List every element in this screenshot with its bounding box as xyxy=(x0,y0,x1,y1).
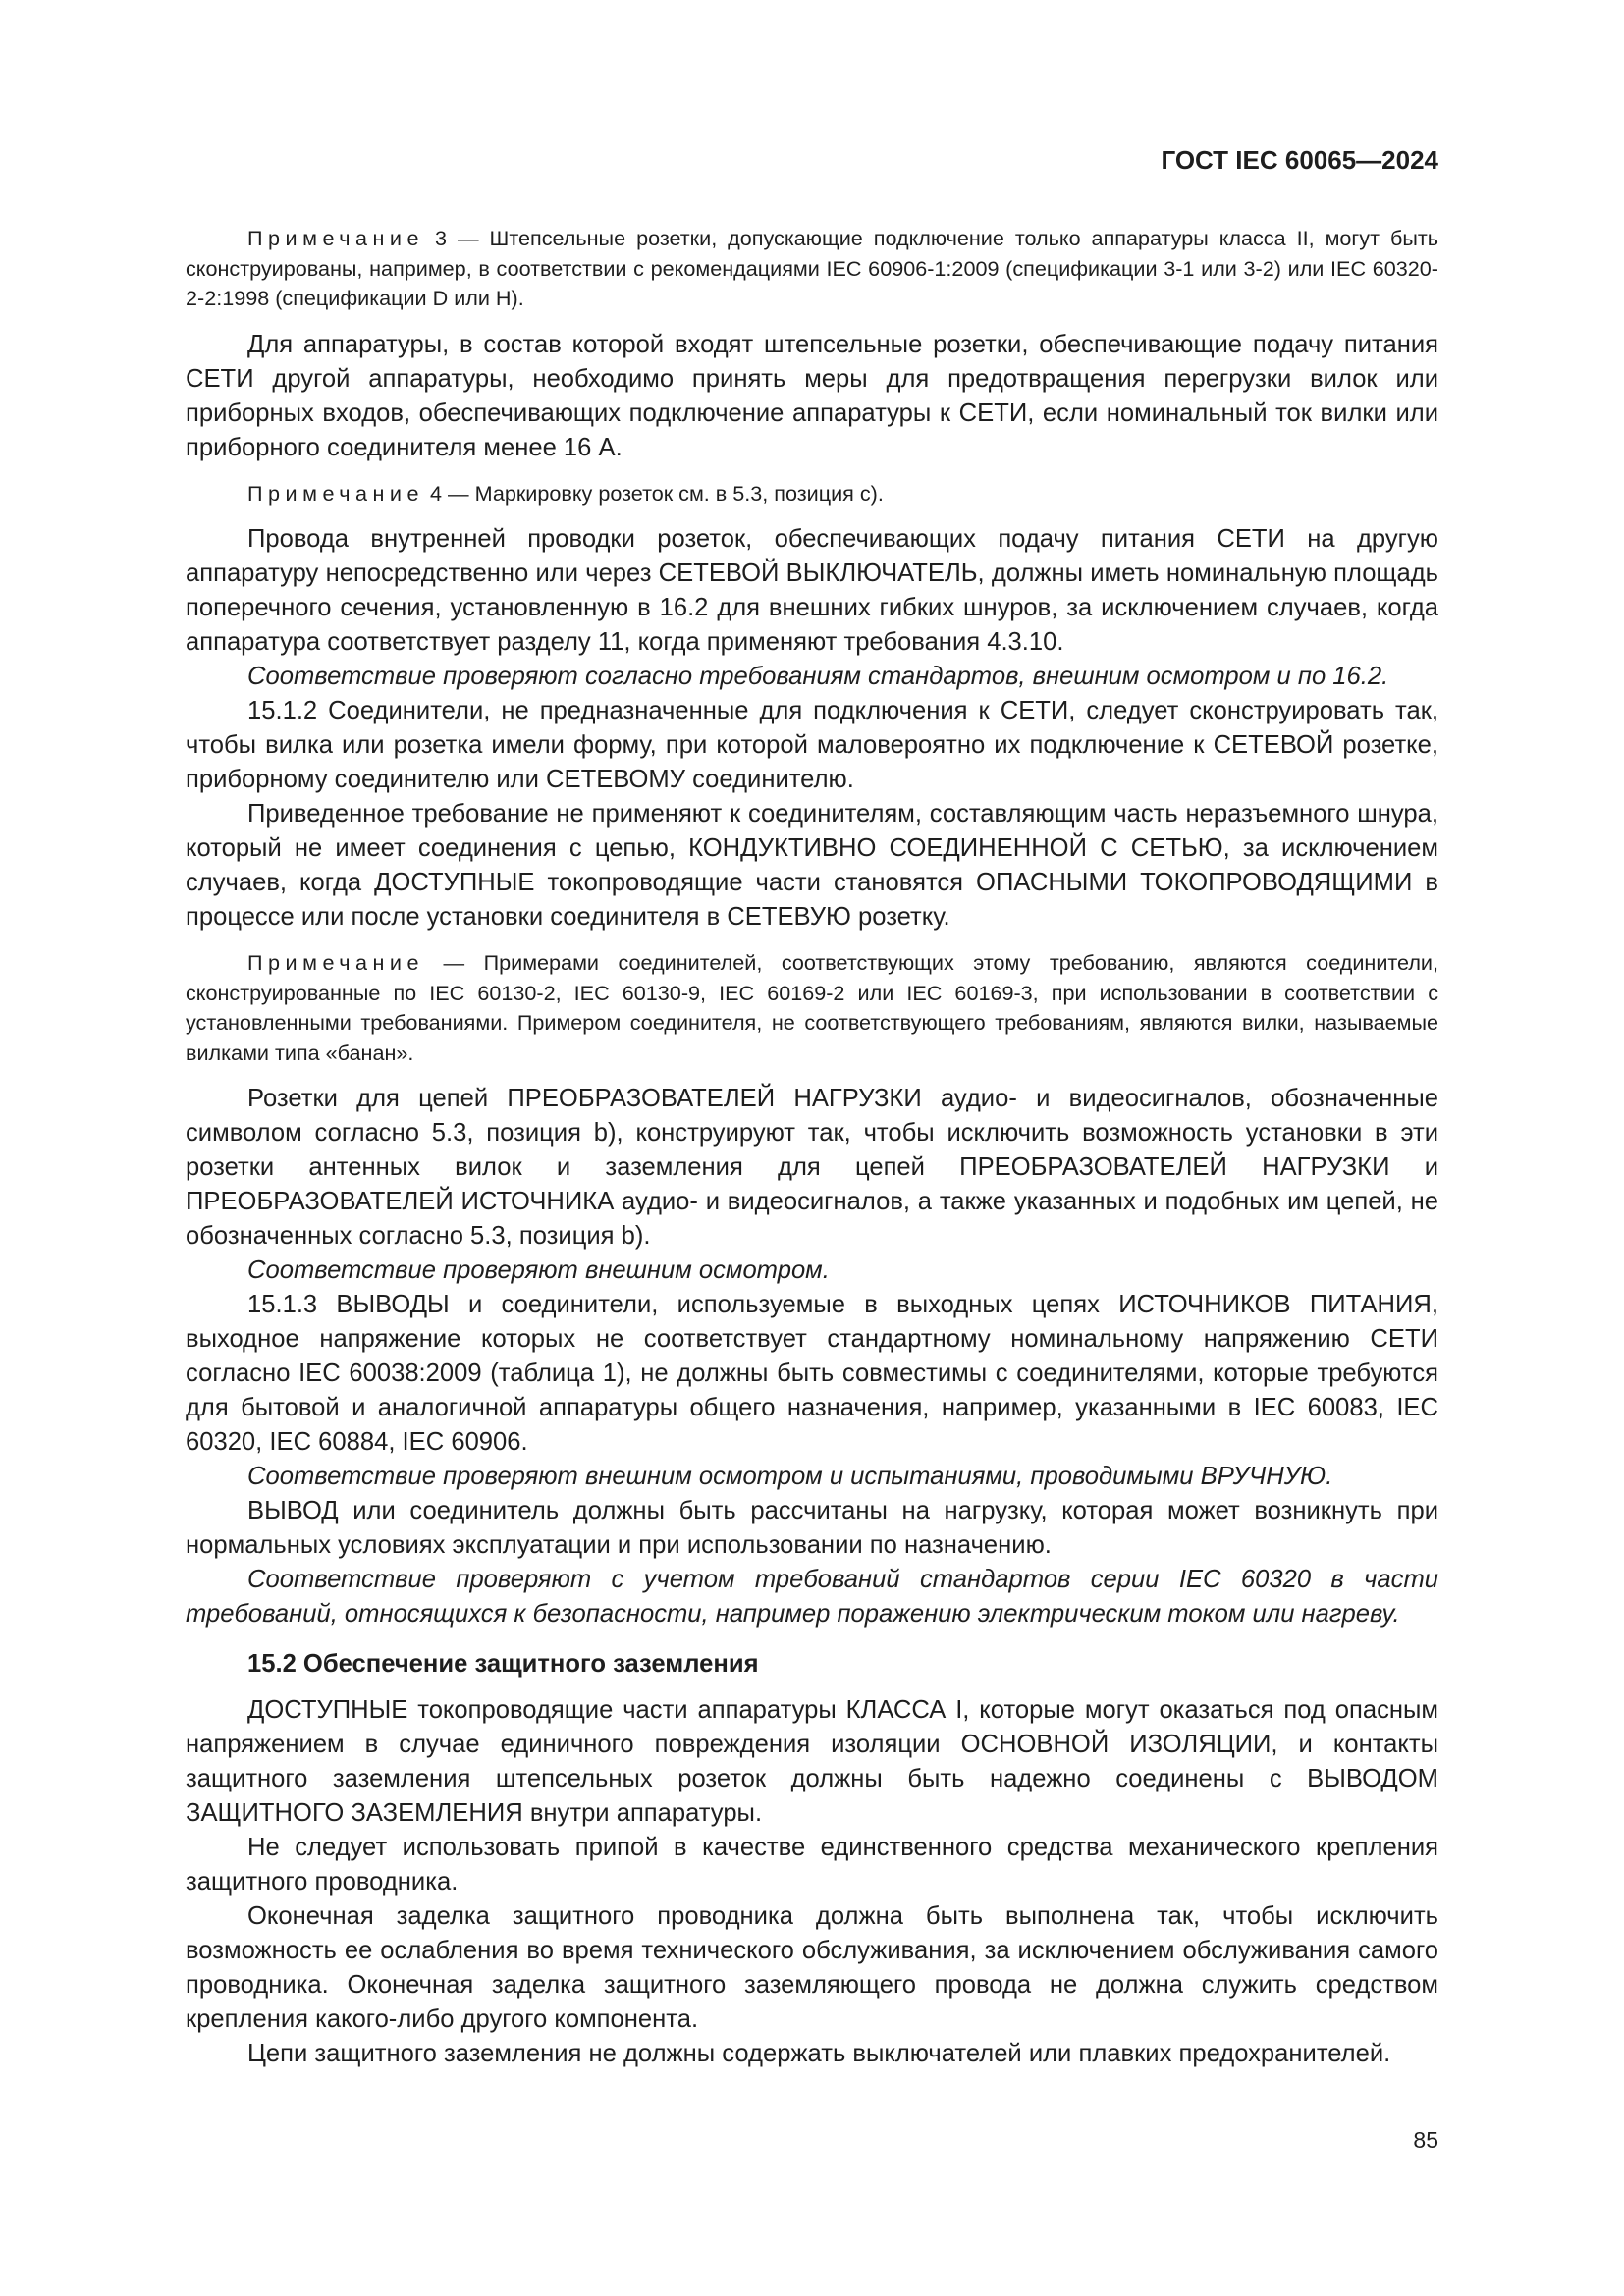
page-content xyxy=(186,224,1438,2071)
paragraph: Не следует использовать припой в качестве единственного средства механического крепления защитного проводника. xyxy=(186,1834,1438,1896)
paragraph: ДОСТУПНЫЕ токопроводящие части аппаратуры КЛАССА I, которые могут оказаться под опасным напряжением в случае единичного повреждения изоляции ОСНОВНОЙ ИЗОЛЯЦИИ, и контакты защитного заземления штепсельных розеток должны быть надежно соединены с ВЫВОДОМ ЗАЩИТНОГО ЗАЗЕМЛЕНИЯ внутри аппаратуры. xyxy=(186,1696,1438,1827)
paragraph: Розетки для цепей ПРЕОБРАЗОВАТЕЛЕЙ НАГРУЗКИ аудио- и видеосигналов, обозначенные символом согласно 5.3, позиция b), конструируют так, чтобы исключить возможность установки в эти розетки антенных вилок и заземления для цепей ПРЕОБРАЗОВАТЕЛЕЙ НАГРУЗКИ и ПРЕОБРАЗОВАТЕЛЕЙ ИСТОЧНИКА аудио- и видеосигналов, а также указанных и подобных им цепей, не обозначенных согласно 5.3, позиция b). xyxy=(186,1085,1438,1250)
note-examples: Примечание — Примерами соединителей, соответствующих этому требованию, являются соединители, сконструированные по IEC 60130-2, IEC 60130-9, IEC 60169-2 или IEC 60169-3, при использовании в соответствии с установленными требованиями. Примером соединителя, не соответствующего требованиям, являются вилки, называемые вилками типа «банан». xyxy=(186,950,1438,1065)
paragraph: Цепи защитного заземления не должны содержать выключателей или плавких предохранителей. xyxy=(247,2040,1391,2067)
compliance-note: Соответствие проверяют согласно требованиям стандартов, внешним осмотром и по 16.2. xyxy=(247,663,1389,690)
page-number: 85 xyxy=(1413,2127,1438,2153)
paragraph: Для аппаратуры, в состав которой входят штепсельные розетки, обеспечивающие подачу питания СЕТИ другой аппаратуры, необходимо принять меры для предотвращения перегрузки вилок или приборных входов, обеспечивающих подключение аппаратуры к СЕТИ, если номинальный ток вилки или приборного соединителя менее 16 А. xyxy=(186,330,1438,461)
paragraph: ВЫВОД или соединитель должны быть рассчитаны на нагрузку, которая может возникнуть при нормальных условиях эксплуатации и при использовании по назначению. xyxy=(186,1497,1438,1559)
paragraph: Приведенное требование не применяют к соединителям, составляющим часть неразъемного шнура, который не имеет соединения с цепью, КОНДУКТИВНО СОЕДИНЕННОЙ С СЕТЬЮ, за исключением случаев, когда ДОСТУПНЫЕ токопроводящие части становятся ОПАСНЫМИ ТОКОПРОВОДЯЩИМИ в процессе или после установки соединителя в СЕТЕВУЮ розетку. xyxy=(186,800,1438,931)
standard-header: ГОСТ IEC 60065—2024 xyxy=(1161,145,1438,175)
paragraph: Провода внутренней проводки розеток, обеспечивающих подачу питания СЕТИ на другую аппаратуру непосредственно или через СЕТЕВОЙ ВЫКЛЮЧАТЕЛЬ, должны иметь номинальную площадь поперечного сечения, установленную в 16.2 для внешних гибких шнуров, за исключением случаев, когда аппаратура соответствует разделу 11, когда применяют требования 4.3.10. xyxy=(186,525,1438,656)
section-heading-15-2: 15.2 Обеспечение защитного заземления xyxy=(247,1650,759,1678)
note-4: Примечание 4 — Маркировку розеток см. в 5.3, позиция с). xyxy=(247,480,884,506)
clause-15-1-3: 15.1.3 ВЫВОДЫ и соединители, используемые в выходных цепях ИСТОЧНИКОВ ПИТАНИЯ, выходное напряжение которых не соответствует стандартному номинальному напряжению СЕТИ согласно IEC 60038:2009 (таблица 1), не должны быть совместимы с соединителями, которые требуются для бытовой и аналогичной аппаратуры общего назначения, например, указанными в IEC 60083, IEC 60320, IEC 60884, IEC 60906. xyxy=(186,1291,1438,1456)
paragraph: Оконечная заделка защитного проводника должна быть выполнена так, чтобы исключить возможность ее ослабления во время технического обслуживания, за исключением обслуживания самого проводника. Оконечная заделка защитного заземляющего провода не должна служить средством крепления какого-либо другого компонента. xyxy=(186,1902,1438,2033)
clause-15-1-2: 15.1.2 Соединители, не предназначенные для подключения к СЕТИ, следует сконструировать так, чтобы вилка или розетка имели форму, при которой маловероятно их подключение к СЕТЕВОЙ розетке, приборному соединителю или СЕТЕВОМУ соединителю. xyxy=(186,697,1438,793)
note-3: Примечание 3 — Штепсельные розетки, допускающие подключение только аппаратуры класса II, могут быть сконструированы, например, в соответствии с рекомендациями IEC 60906-1:2009 (спецификации 3-1 или 3-2) или IEC 60320-2-2:1998 (спецификации D или H). xyxy=(186,226,1438,310)
compliance-note: Соответствие проверяют внешним осмотром. xyxy=(247,1256,830,1284)
compliance-note: Соответствие проверяют с учетом требований стандартов серии IEC 60320 в части требований, относящихся к безопасности, например поражению электрическим током или нагреву. xyxy=(186,1566,1438,1628)
compliance-note: Соответствие проверяют внешним осмотром и испытаниями, проводимыми ВРУЧНУЮ. xyxy=(247,1463,1333,1490)
